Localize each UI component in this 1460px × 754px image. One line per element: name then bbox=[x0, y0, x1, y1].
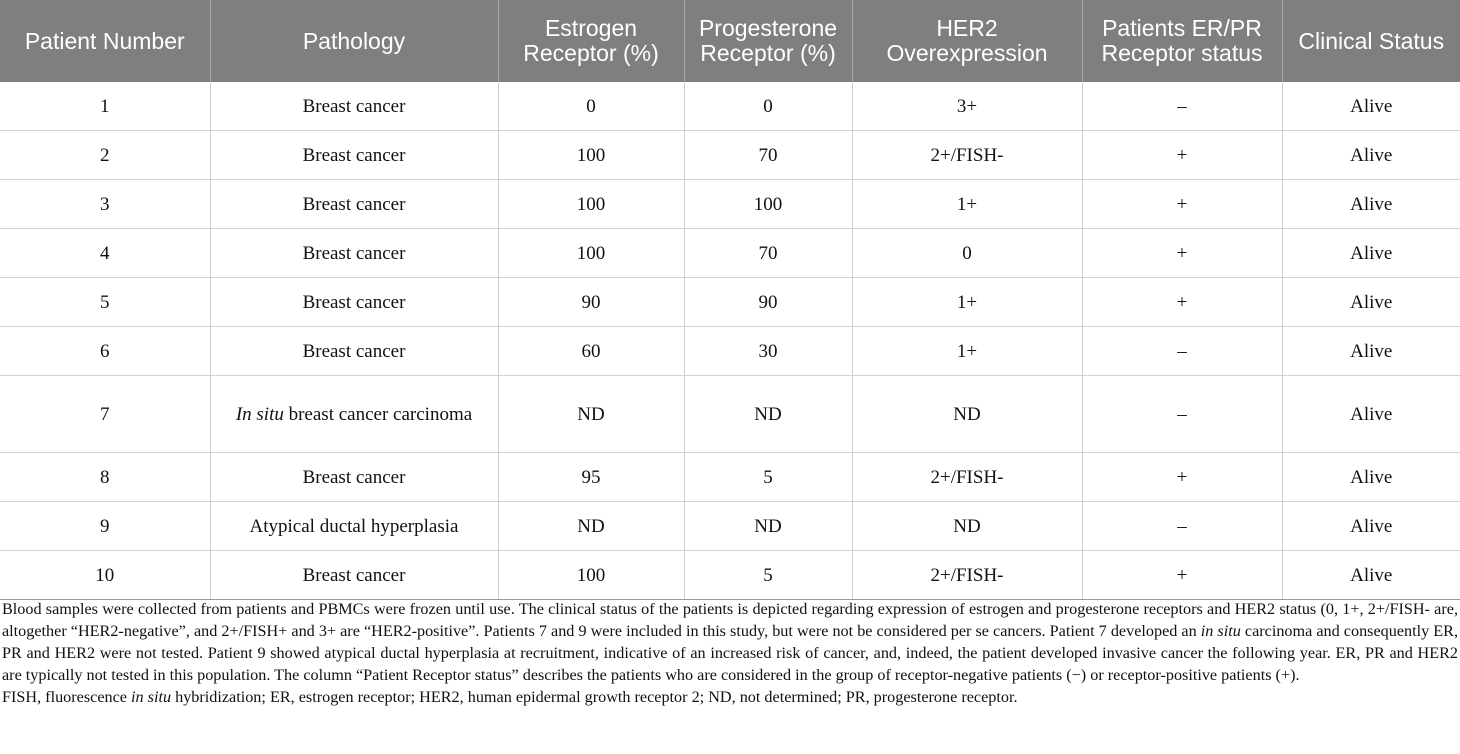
table-row bbox=[0, 551, 1460, 600]
cell-progesterone-receptor: 90 bbox=[684, 278, 852, 327]
cell-receptor-status: + bbox=[1082, 229, 1282, 278]
table-row bbox=[0, 82, 1460, 131]
footnote-italic-text: in situ bbox=[1200, 622, 1241, 640]
cell-pathology: Breast cancer bbox=[210, 453, 498, 502]
table-row bbox=[0, 278, 1460, 327]
cell-receptor-status: + bbox=[1082, 131, 1282, 180]
table-row bbox=[0, 502, 1460, 551]
cell-estrogen-receptor: 90 bbox=[498, 278, 684, 327]
cell-her2: 2+/FISH- bbox=[852, 131, 1082, 180]
cell-patient-number: 4 bbox=[0, 229, 210, 278]
cell-her2: 0 bbox=[852, 229, 1082, 278]
header-her2-overexpression: HER2 Overexpression bbox=[852, 0, 1082, 82]
footnote-text: carcinoma and consequently ER, PR and HER2 were not tested. Patient 9 showed atypical ductal hyperplasia at recruitment, indicative of an increased risk of cancer, and, indeed, the patient developed invasive cancer the following year. ER, PR and HER2 are typically not tested in this population. The column “Patient Receptor status” describes the patients who are considered in the group of receptor-negative patients (−) or receptor-positive patients (+). bbox=[2, 622, 1458, 684]
cell-patient-number: 1 bbox=[0, 82, 210, 131]
cell-her2: 1+ bbox=[852, 180, 1082, 229]
header-clinical-status: Clinical Status bbox=[1282, 0, 1460, 82]
cell-estrogen-receptor: ND bbox=[498, 502, 684, 551]
cell-patient-number: 3 bbox=[0, 180, 210, 229]
cell-pathology: Breast cancer bbox=[210, 278, 498, 327]
cell-her2: 1+ bbox=[852, 327, 1082, 376]
cell-her2: 1+ bbox=[852, 278, 1082, 327]
cell-progesterone-receptor: ND bbox=[684, 376, 852, 453]
header-patient-number: Patient Number bbox=[0, 0, 210, 82]
cell-clinical-status: Alive bbox=[1282, 229, 1460, 278]
footnote-text: Blood samples were collected from patients and PBMCs were frozen until use. The clinical status of the patients is depicted regarding expression of estrogen and progesterone receptors and HER2 status (0, 1+, 2+/FISH- are, altogether “HER2-negative”, and 2+/FISH+ and 3+ are “HER2-positive”. Patients 7 and 9 were included in this study, but were not be considered per se cancers. Patient 7 developed an bbox=[2, 600, 1458, 640]
cell-receptor-status: – bbox=[1082, 82, 1282, 131]
header-row bbox=[0, 0, 1460, 82]
cell-estrogen-receptor: 100 bbox=[498, 229, 684, 278]
cell-clinical-status: Alive bbox=[1282, 502, 1460, 551]
pathology-text: breast cancer carcinoma bbox=[283, 403, 473, 425]
cell-clinical-status: Alive bbox=[1282, 376, 1460, 453]
cell-progesterone-receptor: 30 bbox=[684, 327, 852, 376]
cell-her2: 2+/FISH- bbox=[852, 453, 1082, 502]
table-row bbox=[0, 131, 1460, 180]
cell-clinical-status: Alive bbox=[1282, 551, 1460, 600]
abbreviations-text: hybridization; ER, estrogen receptor; HER2, human epidermal growth receptor 2; ND, not determined; PR, progesterone receptor. bbox=[171, 688, 1018, 706]
table-footnote bbox=[2, 598, 1458, 708]
table-header bbox=[0, 0, 1460, 82]
footnote-paragraph bbox=[2, 598, 1458, 686]
cell-patient-number: 10 bbox=[0, 551, 210, 600]
cell-progesterone-receptor: 100 bbox=[684, 180, 852, 229]
abbreviations-paragraph bbox=[2, 686, 1458, 708]
cell-her2: 2+/FISH- bbox=[852, 551, 1082, 600]
cell-pathology: Breast cancer bbox=[210, 82, 498, 131]
cell-estrogen-receptor: 0 bbox=[498, 82, 684, 131]
table-row bbox=[0, 180, 1460, 229]
cell-pathology: Breast cancer bbox=[210, 551, 498, 600]
cell-patient-number: 9 bbox=[0, 502, 210, 551]
cell-clinical-status: Alive bbox=[1282, 82, 1460, 131]
cell-pathology: Breast cancer bbox=[210, 131, 498, 180]
cell-estrogen-receptor: 100 bbox=[498, 551, 684, 600]
cell-her2: ND bbox=[852, 376, 1082, 453]
cell-receptor-status: + bbox=[1082, 278, 1282, 327]
table-row bbox=[0, 229, 1460, 278]
cell-pathology: Breast cancer bbox=[210, 229, 498, 278]
cell-patient-number: 7 bbox=[0, 376, 210, 453]
cell-estrogen-receptor: 95 bbox=[498, 453, 684, 502]
cell-pathology: Breast cancer bbox=[210, 180, 498, 229]
cell-estrogen-receptor: ND bbox=[498, 376, 684, 453]
cell-clinical-status: Alive bbox=[1282, 180, 1460, 229]
cell-progesterone-receptor: 5 bbox=[684, 551, 852, 600]
cell-receptor-status: – bbox=[1082, 502, 1282, 551]
header-progesterone-receptor: Progesterone Receptor (%) bbox=[684, 0, 852, 82]
abbreviations-text: FISH, fluorescence bbox=[2, 688, 132, 706]
cell-receptor-status: + bbox=[1082, 551, 1282, 600]
abbreviations-italic-text: in situ bbox=[131, 688, 172, 706]
table-row bbox=[0, 453, 1460, 502]
header-receptor-status: Patients ER/PR Receptor status bbox=[1082, 0, 1282, 82]
table-row bbox=[0, 376, 1460, 453]
table-row bbox=[0, 327, 1460, 376]
cell-progesterone-receptor: ND bbox=[684, 502, 852, 551]
cell-progesterone-receptor: 5 bbox=[684, 453, 852, 502]
cell-patient-number: 8 bbox=[0, 453, 210, 502]
cell-receptor-status: + bbox=[1082, 180, 1282, 229]
cell-estrogen-receptor: 100 bbox=[498, 180, 684, 229]
cell-her2: ND bbox=[852, 502, 1082, 551]
cell-receptor-status: – bbox=[1082, 327, 1282, 376]
cell-receptor-status: – bbox=[1082, 376, 1282, 453]
pathology-italic-text: In situ bbox=[235, 403, 284, 425]
cell-pathology bbox=[210, 376, 498, 453]
cell-pathology: Atypical ductal hyperplasia bbox=[210, 502, 498, 551]
cell-patient-number: 5 bbox=[0, 278, 210, 327]
cell-estrogen-receptor: 100 bbox=[498, 131, 684, 180]
cell-clinical-status: Alive bbox=[1282, 131, 1460, 180]
cell-progesterone-receptor: 70 bbox=[684, 229, 852, 278]
cell-clinical-status: Alive bbox=[1282, 327, 1460, 376]
cell-her2: 3+ bbox=[852, 82, 1082, 131]
cell-receptor-status: + bbox=[1082, 453, 1282, 502]
table-body bbox=[0, 82, 1460, 600]
header-pathology: Pathology bbox=[210, 0, 498, 82]
cell-clinical-status: Alive bbox=[1282, 453, 1460, 502]
cell-progesterone-receptor: 0 bbox=[684, 82, 852, 131]
cell-clinical-status: Alive bbox=[1282, 278, 1460, 327]
header-estrogen-receptor: Estrogen Receptor (%) bbox=[498, 0, 684, 82]
cell-patient-number: 2 bbox=[0, 131, 210, 180]
cell-estrogen-receptor: 60 bbox=[498, 327, 684, 376]
cell-progesterone-receptor: 70 bbox=[684, 131, 852, 180]
cell-pathology: Breast cancer bbox=[210, 327, 498, 376]
cell-patient-number: 6 bbox=[0, 327, 210, 376]
